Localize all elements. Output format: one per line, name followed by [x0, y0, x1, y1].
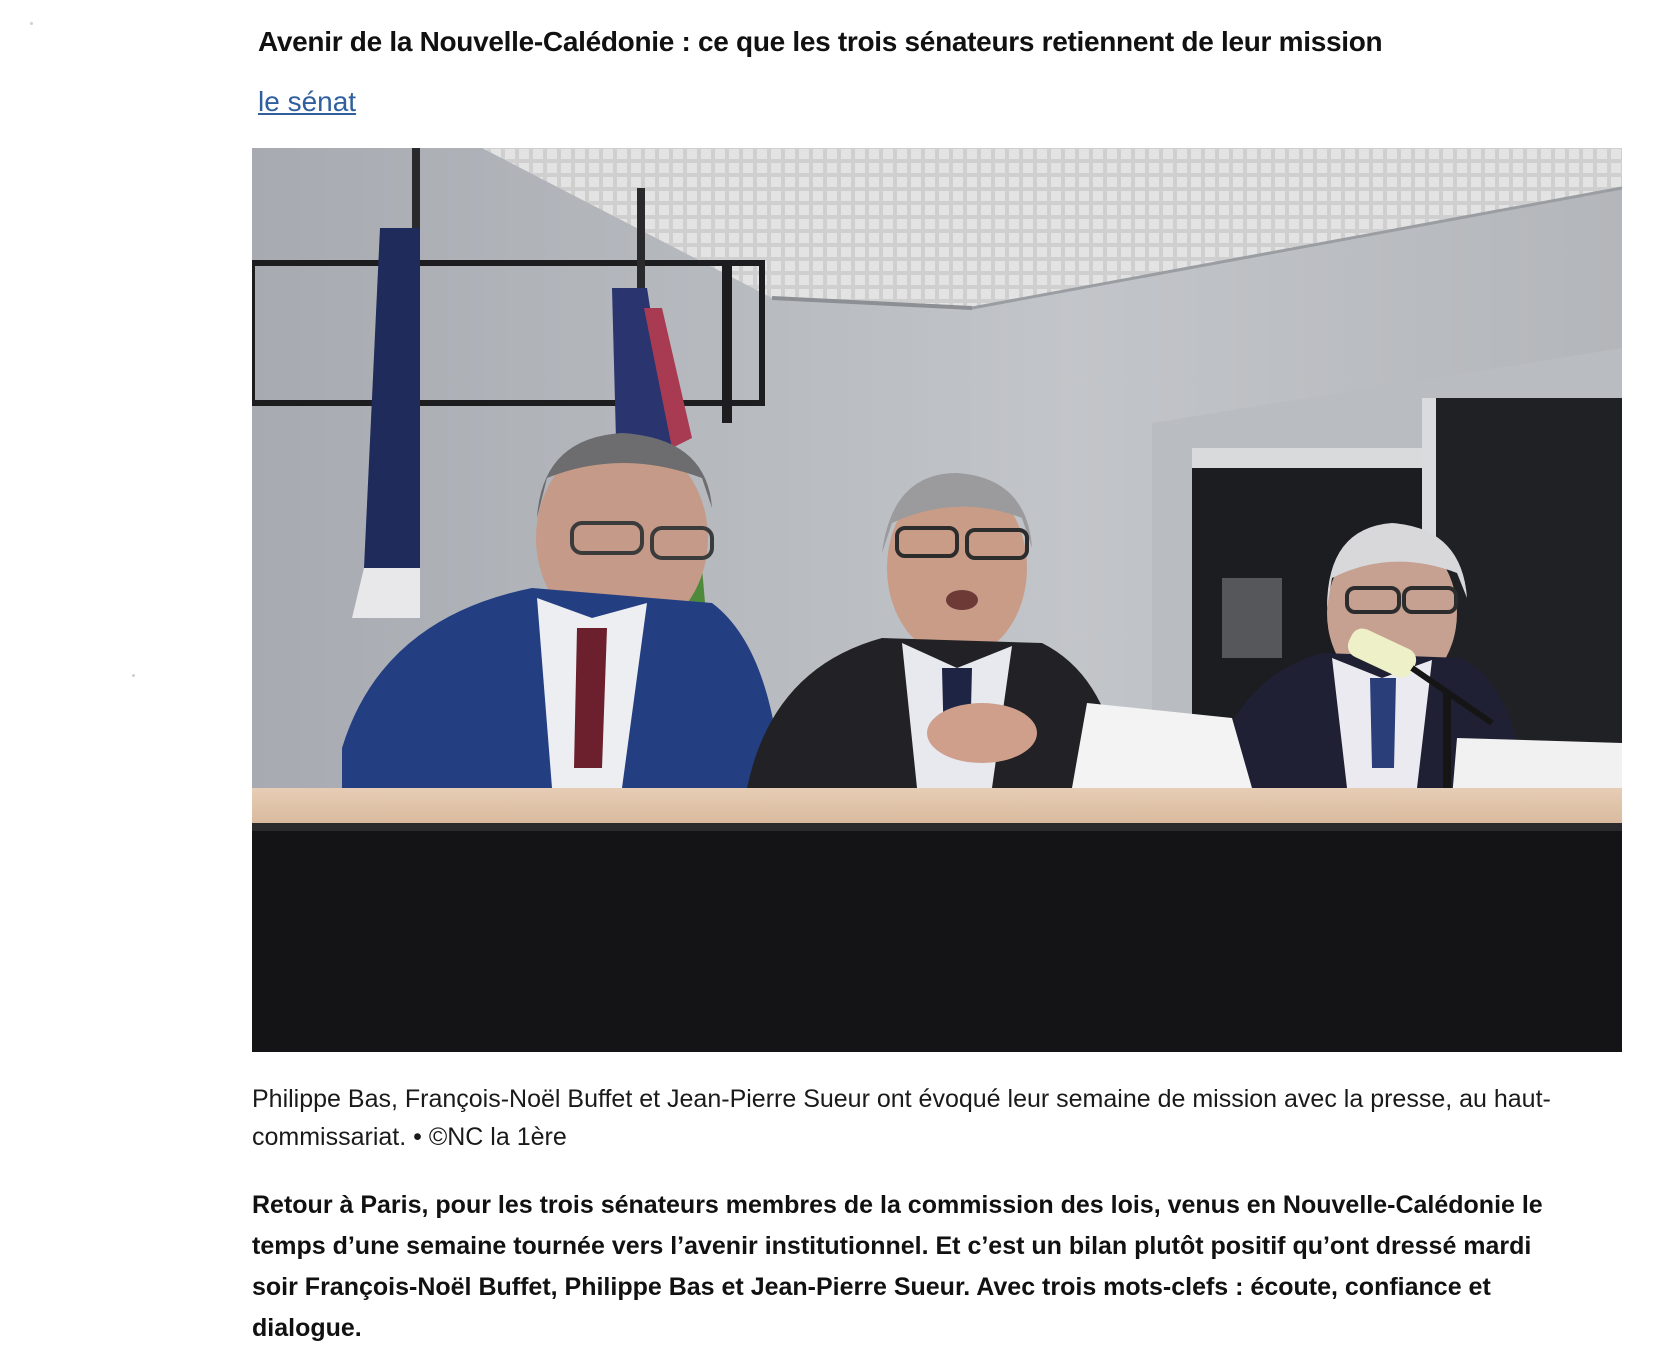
source-link[interactable]: le sénat	[258, 86, 357, 117]
scan-artifact	[30, 22, 33, 25]
scan-artifact	[132, 674, 135, 677]
article-title: Avenir de la Nouvelle-Calédonie : ce que les trois sénateurs retiennent de leur mission	[258, 26, 1383, 57]
article-photo	[252, 148, 1622, 1052]
photo-caption: Philippe Bas, François-Noël Buffet et Jean-Pierre Sueur ont évoqué leur semaine de mission avec la presse, au haut-commissariat. • ©NC la 1ère	[252, 1085, 1551, 1151]
article-lead-paragraph: Retour à Paris, pour les trois sénateurs membres de la commission des lois, venus en Nouvelle-Calédonie le temps d’une semaine tournée vers l’avenir institutionnel. Et c’est un bilan plutôt positif qu’ont dressé mardi soir François-Noël Buffet, Philippe Bas et Jean-Pierre Sueur. Avec trois mots-clefs : écoute, confiance et dialogue.	[252, 1191, 1543, 1342]
press-conference-photo	[252, 148, 1622, 1052]
